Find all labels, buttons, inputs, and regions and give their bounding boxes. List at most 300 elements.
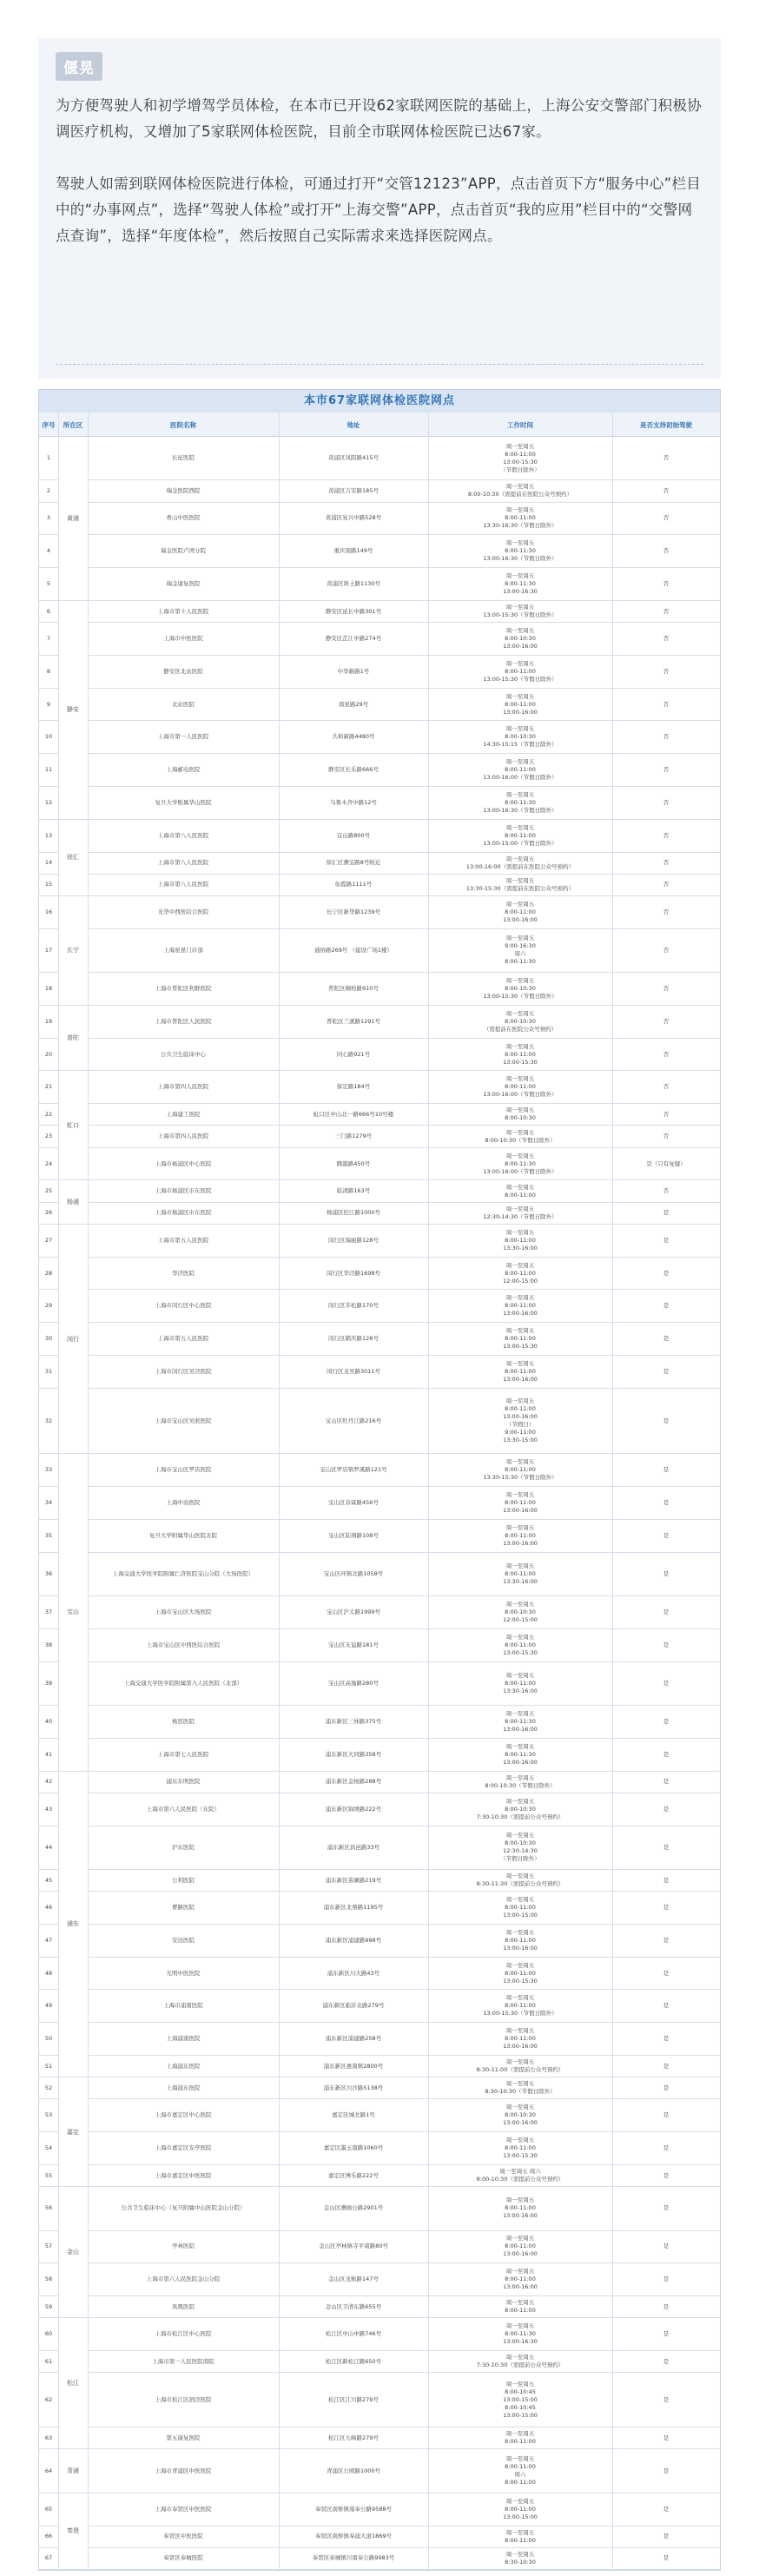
hospital-name: 上海市松江区泗泾医院 [155,2395,212,2403]
row-no: 47 [44,1936,53,1944]
work-hours: 周一至周五 8:00-11:00 [505,2299,536,2315]
hospital-name: 上海市第五人民医院 [157,1335,209,1343]
row-no: 19 [44,1017,53,1025]
support-initial: 否 [663,881,670,888]
district-cell: 金山 [58,2187,88,2318]
support-initial: 是 [663,2084,670,2091]
work-hours: 周一至周五 8:00-11:30 13:00-16:30 [503,2322,538,2346]
support-initial: 否 [663,580,670,588]
table-row [39,1596,720,1629]
work-hours: 周一至周五 8:00-11:00 13:00-16:00（节假日除外） [483,1075,558,1099]
hospital-name: 上海市第一人民医院南院 [152,2357,214,2365]
support-initial: 是 [663,2467,670,2474]
table-row [39,1290,720,1323]
support-initial: 是 [663,1417,670,1424]
work-hours: 周一至周五 8:00-10:30 12:30-14:30 （节假日除外） [500,1832,540,1863]
support-initial: 否 [663,514,670,522]
work-hours: 周一至周五 8:00-11:30 13:00-16:30（节假日除外） [483,539,558,563]
work-hours: 周一至周五 8:30-11:30（需提前公众号预约） [476,1873,564,1888]
hospital-address: 静安区芷江中路274号 [325,635,382,642]
support-initial: 否 [663,635,670,642]
hospital-address: 杨浦区控江路1000号 [326,1209,381,1217]
table-row [39,2548,720,2570]
table-row [39,656,720,689]
table-title: 本市67家联网体检医院网点 [39,390,720,413]
divider [56,364,703,365]
hospital-address: 宝山区环镇北路1058号 [323,1569,384,1577]
work-hours: 周一至周五 8:30-10:30 [505,2550,536,2566]
hospital-name: 上海市闵行区吴泾医院 [155,1367,212,1375]
row-no: 65 [44,2505,53,2513]
hospital-name: 上海市普陀区利群医院 [155,985,212,993]
notice-paragraph-2: 驾驶人如需到联网体检医院进行体检，可通过打开“交管12123”APP，点击首页下方“服务中心”栏目中的“办事网点”，选择“驾驶人体检”或打开“上海交警”APP，点击首页“我的应用”栏目中的“交警网点查询”，选择“年度体检”，然后按照自己实际需求来选择医院网点。 [56,175,702,244]
hospital-name: 公利医院 [172,1876,195,1884]
hospital-name: 北站医院 [172,700,195,708]
table-row [39,820,720,853]
hospital-address: 宜山路800号 [336,831,371,839]
hospital-name: 上海市杨浦区市东医院 [155,1187,212,1195]
work-hours: 周一至周五 8:00-10:30 [505,1106,536,1122]
work-hours: 周一至周五 8:00-11:00 13:00-15:00（节假日除外） [483,823,558,847]
table-row [39,1180,720,1202]
hospital-name: 上海市宝山区中西医结合医院 [146,1641,221,1648]
row-no: 29 [44,1302,53,1310]
hospital-name: 光华中西医结合医院 [157,908,209,915]
hospital-name: 复旦大学附属华山医院 [155,798,212,806]
hospital-address: 浦东新区川沙路5138号 [323,2084,384,2091]
table-row [39,1925,720,1958]
table-row [39,2077,720,2099]
hospital-address: 黄浦区复兴中路528号 [325,514,382,522]
hospital-name: 上海中冶医院 [166,1498,201,1506]
table-row [39,1126,720,1147]
row-no: 11 [44,766,53,774]
support-initial: 否 [663,607,670,615]
row-no: 3 [46,514,51,522]
work-hours: 周一至周五 12:30-14:30（节假日除外） [483,1205,558,1220]
hospital-address: 仙霞路1111号 [334,881,373,888]
table-row [39,1990,720,2023]
support-initial: 是 [663,2062,670,2070]
work-hours: 周一至周五 8:00-11:00 周六 8:00-11:00 [505,2455,536,2487]
row-no: 7 [46,635,51,642]
table-row [39,601,720,623]
hospital-name: 上海市闵行区中心医院 [155,1302,212,1310]
hospital-address: 普陀区桐柏路910号 [328,985,379,993]
work-hours: 周一至周五 8:00-11:00 13:30-16:00 [503,1562,538,1585]
work-hours: 周一至周五 8:00-11:30 13:00-16:30（节假日除外） [483,790,558,814]
work-hours: 周一至周五 8:00-11:00 13:00-15:00 [503,2497,538,2520]
district-cell: 杨浦 [58,1180,88,1224]
hospital-name: 静安区北站医院 [163,667,203,675]
row-no: 2 [46,486,51,494]
row-no: 43 [44,1805,53,1813]
hospital-address: 宝山区春霖路456号 [328,1498,379,1506]
header-no: 序号 [42,420,56,429]
work-hours: 周一至周五 8:00-11:00 13:00-15:30 （节假日除外） [500,442,540,473]
header-hospital: 医院名称 [170,420,196,429]
hospital-table [38,389,721,2571]
support-initial: 否 [663,766,670,774]
support-initial: 是 [663,1466,670,1474]
header-address: 地址 [346,420,360,429]
work-hours: 周一至周五 8:00-11:00 13:00-16:00（节假日除外） [483,758,558,782]
hospital-name: 上海市中医医院 [163,635,203,642]
district-cell: 静安 [58,601,88,820]
hospital-name: 上海浦东医院 [166,2084,201,2091]
row-no: 20 [44,1050,53,1058]
hospital-name: 瑞金医院西院 [166,486,201,494]
hospital-name: 上海市嘉定区安亭医院 [155,2144,212,2152]
table-row [39,2231,720,2264]
hospital-address: 三门路1279号 [334,1133,373,1140]
row-no: 56 [44,2204,53,2212]
table-row [39,721,720,754]
table-grid [39,413,720,2570]
work-hours: 周一至周五 周六 8:00-10:30（需提前公众号预约） [476,2168,564,2183]
hospital-address: 黄浦区斜土路1130号 [326,580,381,588]
row-no: 34 [44,1498,53,1506]
table-row [39,1487,720,1520]
hospital-address: 嘉定区城北路1号 [332,2111,375,2119]
hospital-address: 浦东新区锦绣路222号 [325,1805,382,1813]
hospital-address: 虹口区中山北一路666号10号楼 [313,1110,394,1118]
work-hours: 周一至周五 13:00-15:30（节假日除外） [483,604,558,619]
row-no: 17 [44,946,53,954]
support-initial: 是 [663,1498,670,1506]
hospital-address: 浦东新区金杨路288号 [325,1778,382,1786]
hospital-name: 上海市第五人民医院 [157,1236,209,1244]
support-initial: 是 [663,1936,670,1944]
district-cell: 嘉定 [58,2077,88,2187]
table-row [39,1706,720,1739]
hospital-name: 上海市浦南医院 [163,2002,203,2010]
hospital-address: 保定路184号 [336,1083,371,1091]
support-initial: 是 [663,2330,670,2338]
work-hours: 周一至周五 8:00-11:00 13:00-16:00 [503,2268,538,2291]
row-no: 27 [44,1236,53,1244]
hospital-name: 曹路医院 [172,1904,195,1911]
work-hours: 周一至周五 8:00-11:00 12:00-15:00 [503,1261,538,1285]
work-hours: 周一至周五 7:30-10:30（需提前公众号预约） [476,2354,564,2369]
work-hours: 周一至周五 8:00-10:30 13:00-16:00 [503,627,538,650]
work-hours: 周一至周五 8:00-11:00 13:00-15:30 [503,1633,538,1656]
work-hours: 周一至周五 8:00-11:00 13:00-15:00 [503,1896,538,1919]
district-cell: 松江 [58,2318,88,2449]
row-no: 26 [44,1209,53,1217]
hospital-address: 宝山区陆翔路108号 [328,1531,379,1539]
hospital-name: 上海市宝山区吴淞医院 [155,1417,212,1424]
hospital-name: 奉贤区中医医院 [163,2533,203,2540]
header-district: 所在区 [63,420,83,429]
row-no: 58 [44,2275,53,2283]
column-divider [428,413,429,2570]
support-initial: 是 [663,1750,670,1758]
support-initial: 是 [663,1367,670,1375]
row-no: 50 [44,2035,53,2043]
row-no: 41 [44,1750,53,1758]
support-initial: 否 [663,831,670,839]
support-initial: 否 [663,486,670,494]
table-row [39,1072,720,1105]
hospital-name: 亭林医院 [172,2242,195,2250]
hospital-name: 第五康复医院 [166,2434,201,2441]
row-no: 53 [44,2111,53,2119]
hospital-address: 黄浦区吉安路185号 [328,486,379,494]
support-initial: 是 [663,1302,670,1310]
row-no: 54 [44,2144,53,2152]
hospital-name: 长征医院 [172,454,195,462]
hospital-address: 腾越路450号 [336,1159,371,1167]
row-no: 49 [44,2002,53,2010]
hospital-name: 上海浦东医院 [166,2062,201,2070]
support-initial: 是 [663,2204,670,2212]
support-initial: 是 [663,1269,670,1277]
row-no: 61 [44,2357,53,2365]
row-no: 55 [44,2171,53,2179]
work-hours: 周一至周五 8:00-11:00 13:00-15:30 [503,1327,538,1351]
hospital-name: 上海市松江区中心医院 [155,2330,212,2338]
district-cell: 宝山 [58,1454,88,1771]
work-hours: 周一至周五 8:00-11:30 13:00-16:00 [503,1742,538,1766]
hospital-address: 浦东新区北蔡路1195号 [323,1904,384,1911]
row-no: 59 [44,2302,53,2310]
row-no: 52 [44,2084,53,2091]
table-row [39,1006,720,1039]
table-row [39,929,720,973]
support-initial: 否 [663,454,670,462]
row-no: 35 [44,1531,53,1539]
table-row [39,480,720,502]
column-divider [612,413,613,2570]
hospital-address: 浦东新区浦建路258号 [325,2035,382,2043]
hospital-name: 上海市第六人民医院金山分院 [146,2275,221,2283]
work-hours: 周一至周五 8:00-10:30 13:00-15:30（节假日除外） [483,977,558,1001]
row-no: 10 [44,733,53,741]
hospital-address: 徐汇区漕宝路8号附近 [326,859,381,867]
support-initial: 否 [663,798,670,806]
hospital-name: 上海市宝山区罗店医院 [155,1466,212,1474]
table-row [39,1104,720,1126]
hospital-address: 金山区漕廊公路2901号 [323,2204,384,2212]
table-row [39,787,720,820]
row-no: 57 [44,2242,53,2250]
hospital-name: 上海市第八人民医院 [157,881,209,888]
hospital-address: 松江区新松江路650号 [325,2357,382,2365]
support-initial: 是 [663,2144,670,2152]
row-no: 6 [46,607,51,615]
hospital-address: 浦东新区三林路375号 [325,1717,382,1725]
support-initial: 是 [663,2002,670,2010]
row-no: 8 [46,667,51,675]
row-no: 39 [44,1679,53,1687]
hospital-address: 静安区延长中路301号 [325,607,382,615]
row-no: 25 [44,1187,53,1195]
hospital-name: 上海市青浦区中医医院 [155,2467,212,2474]
table-row [39,1323,720,1356]
work-hours: 周一至周五 13:00-16:00（需提前在医院公众号预约） [465,855,575,870]
work-hours: 周一至周五 8:00-11:00 13:30-16:30（节假日除外） [483,506,558,530]
work-hours: 周一至周五 9:00-16:30 周六 8:00-11:30 [505,935,536,966]
support-initial: 是 [663,2357,670,2365]
table-row [39,875,720,896]
table-row [39,1793,720,1826]
hospital-name: 上海市第十人民医院 [157,607,209,615]
district-cell: 虹口 [58,1072,88,1181]
hospital-address: 奉贤区南桥镇奉浦大道1869号 [314,2533,393,2540]
support-initial: 是（只有复健） [646,1159,686,1167]
table-row [39,1772,720,1793]
hospital-name: 上海星星门诊部 [163,946,203,954]
support-initial: 是 [663,1608,670,1615]
row-no: 15 [44,881,53,888]
hospital-address: 重庆南路149号 [333,547,373,555]
work-hours: 周一至周五 8:00-11:00 [505,2430,536,2446]
support-initial: 是 [663,1335,670,1343]
notice-tag: 偃晃 [56,52,102,81]
table-row [39,2449,720,2493]
hospital-name: 光明中医医院 [166,1969,201,1977]
hospital-address: 宝山区罗店镇罗溪路121号 [320,1466,387,1474]
hospital-name: 上海市第一人民医院 [157,733,209,741]
work-hours: 周一至周五 8:00-11:00 [505,1183,536,1199]
hospital-address: 松江区九峰路279号 [328,2434,379,2441]
support-initial: 否 [663,700,670,708]
hospital-address: 静安区长乐路666号 [328,766,379,774]
support-initial: 是 [663,1805,670,1813]
hospital-name: 上海市普陀区人民医院 [155,1017,212,1025]
hospital-name: 香山中医医院 [166,514,201,522]
table-row [39,2373,720,2427]
hospital-address: 闵行区莘松路170号 [328,1302,379,1310]
table-row [39,2493,720,2526]
work-hours: 周一至周五 8:00-11:00 13:00-16:00 [503,2235,538,2258]
hospital-address: 浦东新区昌邑路33号 [327,1843,380,1851]
row-no: 21 [44,1083,53,1091]
district-cell: 黄浦 [58,437,88,601]
hospital-name: 上海市第七人民医院 [157,1750,209,1758]
row-no: 18 [44,985,53,993]
hospital-name: 上海市杨浦区市东医院 [155,1209,212,1217]
row-no: 24 [44,1159,53,1167]
row-no: 42 [44,1778,53,1786]
hospital-name: 上海市杨浦区中心医院 [155,1159,212,1167]
work-hours: 周一至周五 8:00-10:30 13:00-16:00 [503,2104,538,2127]
work-hours: 周一至周五 8:00-11:30 13:00-16:00 [503,1709,538,1733]
support-initial: 是 [663,1531,670,1539]
work-hours: 周一至周五 8:00-11:00 13:30-16:00 [503,1228,538,1252]
table-row [39,2023,720,2056]
work-hours: 周一至周五 8:00-11:00 13:00-16:00 [503,1490,538,1514]
support-initial: 是 [663,2505,670,2513]
row-no: 30 [44,1335,53,1343]
hospital-address: 松江区中山中路746号 [325,2330,382,2338]
table-row [39,1203,720,1225]
hospital-address: 青浦区公园路1000号 [326,2467,381,2474]
hospital-address: 浦东新区临沂北路279号 [322,2002,385,2010]
support-initial: 否 [663,859,670,867]
hospital-address: 嘉定区墨玉南路1060号 [323,2144,384,2152]
row-no: 60 [44,2330,53,2338]
hospital-address: 奉贤区奉城镇川南奉公路9983号 [312,2554,395,2562]
district-cell: 青浦 [58,2449,88,2493]
row-no: 16 [44,908,53,915]
work-hours: 周一至周五 8:00-11:00 13:30-16:00 [503,1671,538,1694]
row-no: 38 [44,1641,53,1648]
table-row [39,2296,720,2318]
work-hours: 周一至周五 8:00-11:00 13:00-16:00 [503,1928,538,1952]
hospital-name: 华泾医院 [172,1269,195,1277]
work-hours: 周一至周五 8:00-10:30（节假日除外） [485,1773,556,1789]
hospital-name: 安达医院 [172,1936,195,1944]
table-row [39,503,720,536]
row-no: 14 [44,859,53,867]
table-row [39,1258,720,1291]
support-initial: 是 [663,2111,670,2119]
work-hours: 周一至周五 13:30-15:30（需提前在医院公众号预约） [465,876,575,892]
hospital-address: 松江区江川路279号 [328,2395,379,2403]
support-initial: 是 [663,1717,670,1725]
hospital-address: 南星路29号 [338,700,369,708]
row-no: 46 [44,1904,53,1911]
hospital-name: 上海市嘉定区中医医院 [155,2171,212,2179]
table-row [39,1870,720,1892]
work-hours: 周一至周五 8:00-11:00 13:00-15:30 [503,2137,538,2160]
table-row [39,1225,720,1258]
table-row [39,1958,720,1991]
table-row [39,1662,720,1706]
work-hours: 周一至周五 8:00-11:00 13:00-15:30 [503,1042,538,1066]
support-initial: 是 [663,2035,670,2043]
table-header [39,413,720,437]
row-no: 32 [44,1417,53,1424]
row-no: 64 [44,2467,53,2474]
support-initial: 否 [663,547,670,555]
hospital-name: 上海市第八人民医院 [157,831,209,839]
hospital-name: 杨思医院 [172,1717,195,1725]
hospital-name: 沪东医院 [172,1843,195,1851]
table-row [39,2099,720,2132]
table-row [39,2187,720,2230]
hospital-address: 同心路921号 [336,1050,371,1058]
support-initial: 是 [663,2302,670,2310]
row-no: 36 [44,1569,53,1577]
hospital-address: 闵行区华泾路1698号 [326,1269,381,1277]
row-no: 9 [46,700,51,708]
hospital-name: 瑞金医院卢湾分院 [161,547,206,555]
support-initial: 否 [663,667,670,675]
table-row [39,437,720,480]
work-hours: 周一至周五 8:00-11:00 13:00-16:00 [503,1359,538,1383]
hospital-address: 普陀区兰溪路1291号 [326,1017,381,1025]
support-initial: 是 [663,2533,670,2540]
work-hours: 周一至周五 8:00-11:00 13:00-15:30（节假日除外） [483,1994,558,2018]
row-no: 44 [44,1843,53,1851]
hospital-name: 浦东东明医院 [166,1778,201,1786]
table-row [39,1356,720,1389]
hospital-address: 宝山区沪太路1999号 [326,1608,381,1615]
table-row [39,853,720,875]
row-no: 13 [44,831,53,839]
hospital-address: 宝山区友谊路181号 [328,1641,379,1648]
work-hours: 周一至周五 8:00-10:30 12:00-15:00 [503,1600,538,1623]
row-no: 33 [44,1466,53,1474]
table-row [39,1553,720,1596]
table-row [39,568,720,601]
table-row [39,2526,720,2548]
support-initial: 是 [663,2275,670,2283]
table-row [39,689,720,722]
